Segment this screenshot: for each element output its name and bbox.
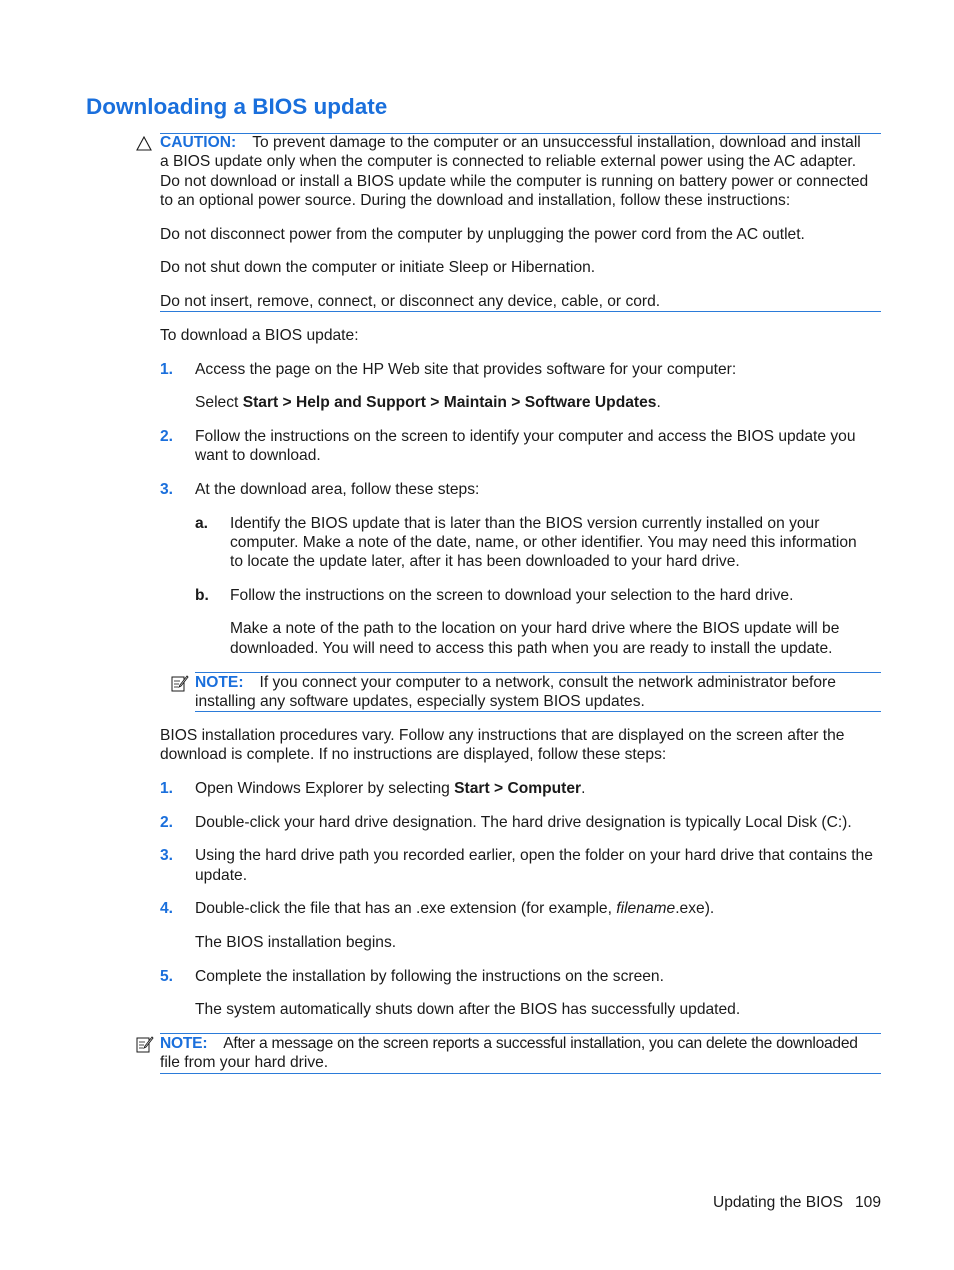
install-step1-prefix: Open Windows Explorer by selecting	[195, 780, 455, 797]
note2-line-2: file from your hard drive.	[160, 1054, 329, 1071]
page-footer	[713, 1193, 881, 1213]
substep-b-letter: b.	[195, 587, 209, 604]
note2-text-1: After a message on the screen reports a successful installation, you can delete the downloaded	[223, 1035, 858, 1052]
caution-line-3: Do not download or install a BIOS update while the computer is running on battery power or connected	[160, 173, 869, 190]
install-step3-line-2: update.	[195, 867, 248, 884]
install-step4-number: 4.	[160, 900, 174, 917]
page-title: Downloading a BIOS update	[86, 94, 388, 119]
install-step5-number: 5.	[160, 968, 174, 985]
install-step1-suffix: .	[581, 780, 586, 797]
install-intro-line-1: BIOS installation procedures vary. Follow any instructions that are displayed on the screen after the	[160, 727, 845, 744]
caution-triangle-icon	[136, 136, 152, 151]
install-step4-text	[195, 899, 714, 919]
install-step5-subtext: The system automatically shuts down after the BIOS has successfully updated.	[195, 1001, 741, 1018]
substep-a-line-2: computer. Make a note of the date, name, or other identifier. You may need this information	[230, 534, 857, 551]
substep-a-line-3: to locate the update later, after it has been downloaded to your hard drive.	[230, 553, 740, 570]
substep-a-letter: a.	[195, 515, 209, 532]
caution-line-1	[160, 133, 861, 153]
note-pencil-icon	[171, 675, 189, 692]
install-step3-line-1: Using the hard drive path you recorded earlier, open the folder on your hard drive that contains the	[195, 847, 873, 864]
install-step1-number: 1.	[160, 780, 174, 797]
install-intro-line-2: download is complete. If no instructions are displayed, follow these steps:	[160, 746, 667, 763]
step3-text: At the download area, follow these steps:	[195, 481, 480, 498]
note2-line-1	[160, 1034, 858, 1054]
note2-label: NOTE:	[160, 1035, 208, 1052]
step1-text: Access the page on the HP Web site that provides software for your computer:	[195, 361, 737, 378]
caution-paragraph-3: Do not insert, remove, connect, or disconnect any device, cable, or cord.	[160, 293, 661, 310]
note-pencil-icon	[136, 1036, 154, 1053]
step1-select-path	[195, 393, 661, 413]
install-step4-subtext: The BIOS installation begins.	[195, 934, 397, 951]
note1-bottom-rule	[195, 711, 881, 712]
install-step1-menu-path: Start > Computer	[454, 780, 582, 797]
caution-text-1: To prevent damage to the computer or an unsuccessful installation, download and install	[252, 134, 861, 151]
select-menu-path: Start > Help and Support > Maintain > Software Updates	[242, 394, 657, 411]
note1-line-2: installing any software updates, especially system BIOS updates.	[195, 693, 645, 710]
caution-line-4: to an optional power source. During the download and installation, follow these instructions:	[160, 192, 791, 209]
step1-number: 1.	[160, 361, 174, 378]
note1-text-1: If you connect your computer to a network, consult the network administrator before	[259, 674, 836, 691]
install-step4-suffix: .exe).	[675, 900, 715, 917]
caution-label: CAUTION:	[160, 134, 237, 151]
note2-bottom-rule	[160, 1073, 881, 1074]
install-step5-text: Complete the installation by following the instructions on the screen.	[195, 968, 664, 985]
footer-page-number: 109	[854, 1194, 881, 1211]
caution-paragraph-1: Do not disconnect power from the computer by unplugging the power cord from the AC outlet.	[160, 226, 805, 243]
note1-line-1	[195, 673, 836, 693]
install-step3-number: 3.	[160, 847, 174, 864]
step2-text-line-2: want to download.	[195, 447, 321, 464]
install-step2-number: 2.	[160, 814, 174, 831]
caution-line-2: a BIOS update only when the computer is connected to reliable external power using the AC adapter.	[160, 153, 857, 170]
substep-b-note-line-2: downloaded. You will need to access this path when you are ready to install the update.	[230, 640, 833, 657]
select-prefix: Select	[195, 394, 243, 411]
substep-b-note-line-1: Make a note of the path to the location on your hard drive where the BIOS update will be	[230, 620, 840, 637]
substep-a-line-1: Identify the BIOS update that is later than the BIOS version currently installed on your	[230, 515, 820, 532]
download-intro: To download a BIOS update:	[160, 327, 359, 344]
install-step2-text: Double-click your hard drive designation. The hard drive designation is typically Local Disk (C:).	[195, 814, 852, 831]
substep-b-line-1: Follow the instructions on the screen to download your selection to the hard drive.	[230, 587, 794, 604]
step2-number: 2.	[160, 428, 174, 445]
caution-paragraph-2: Do not shut down the computer or initiate Sleep or Hibernation.	[160, 259, 596, 276]
install-step4-prefix: Double-click the file that has an .exe extension (for example,	[195, 900, 617, 917]
install-step1-text	[195, 779, 585, 799]
footer-section-title: Updating the BIOS	[712, 1194, 843, 1211]
step2-text-line-1: Follow the instructions on the screen to identify your computer and access the BIOS update you	[195, 428, 856, 445]
note1-label: NOTE:	[195, 674, 244, 691]
caution-bottom-rule	[160, 311, 881, 312]
step3-number: 3.	[160, 481, 174, 498]
install-step4-filename: filename	[616, 900, 676, 917]
select-suffix: .	[656, 394, 661, 411]
